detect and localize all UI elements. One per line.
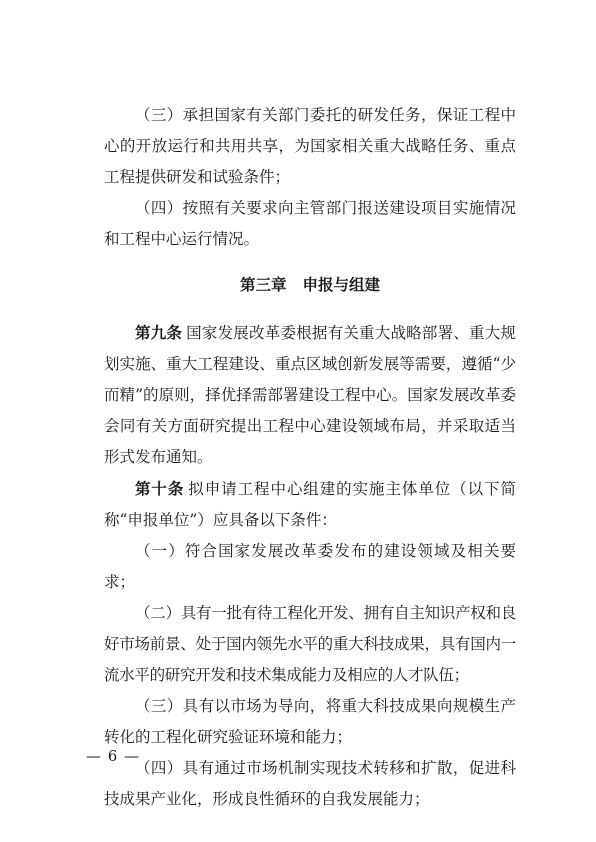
article-10-item-3: （三）具有以市场为导向，将重大科技成果向规模生产转化的工程化研究验证环境和能力； [104, 697, 516, 746]
chapter-heading [104, 269, 516, 300]
article-10-text: 拟申请工程中心组建的实施主体单位（以下简称“申报单位”）应具备以下条件： [104, 480, 516, 529]
article-9 [104, 317, 516, 473]
paragraph-clause-3: （三）承担国家有关部门委托的研发任务，保证工程中心的开放运行和共用共享，为国家相关重大战略任务、重点工程提供研发和试验条件； [104, 106, 516, 186]
article-9-text: 国家发展改革委根据有关重大战略部署、重大规划实施、重大工程建设、重点区域创新发展等需要，遵循“少而精”的原则，择优择需部署建设工程中心。国家发展改革委会同有关方面研究提出工程中心建设领域布局，并采取适当形式发布通知。 [104, 324, 516, 466]
article-10-item-2: （二）具有一批有待工程化开发、拥有自主知识产权和良好市场前景、处于国内领先水平的重大科技成果，具有国内一流水平的研究开发和技术集成能力及相应的人才队伍； [104, 604, 516, 684]
article-10-label: 第十条 [135, 479, 185, 498]
article-10 [104, 473, 516, 536]
paragraph-clause-4: （四）按照有关要求向主管部门报送建设项目实施情况和工程中心运行情况。 [104, 199, 516, 248]
article-9-label: 第九条 [135, 323, 183, 342]
article-10-item-4: （四）具有通过市场机制实现技术转移和扩散，促进科技成果产业化，形成良性循环的自我发展能力； [104, 759, 516, 808]
page-number: — 6 — [86, 747, 141, 765]
document-body [104, 100, 516, 815]
chapter-number: 第三章 [239, 275, 287, 294]
article-10-item-1: （一）符合国家发展改革委发布的建设领域及相关要求； [104, 542, 516, 591]
chapter-title: 申报与组建 [302, 275, 381, 294]
